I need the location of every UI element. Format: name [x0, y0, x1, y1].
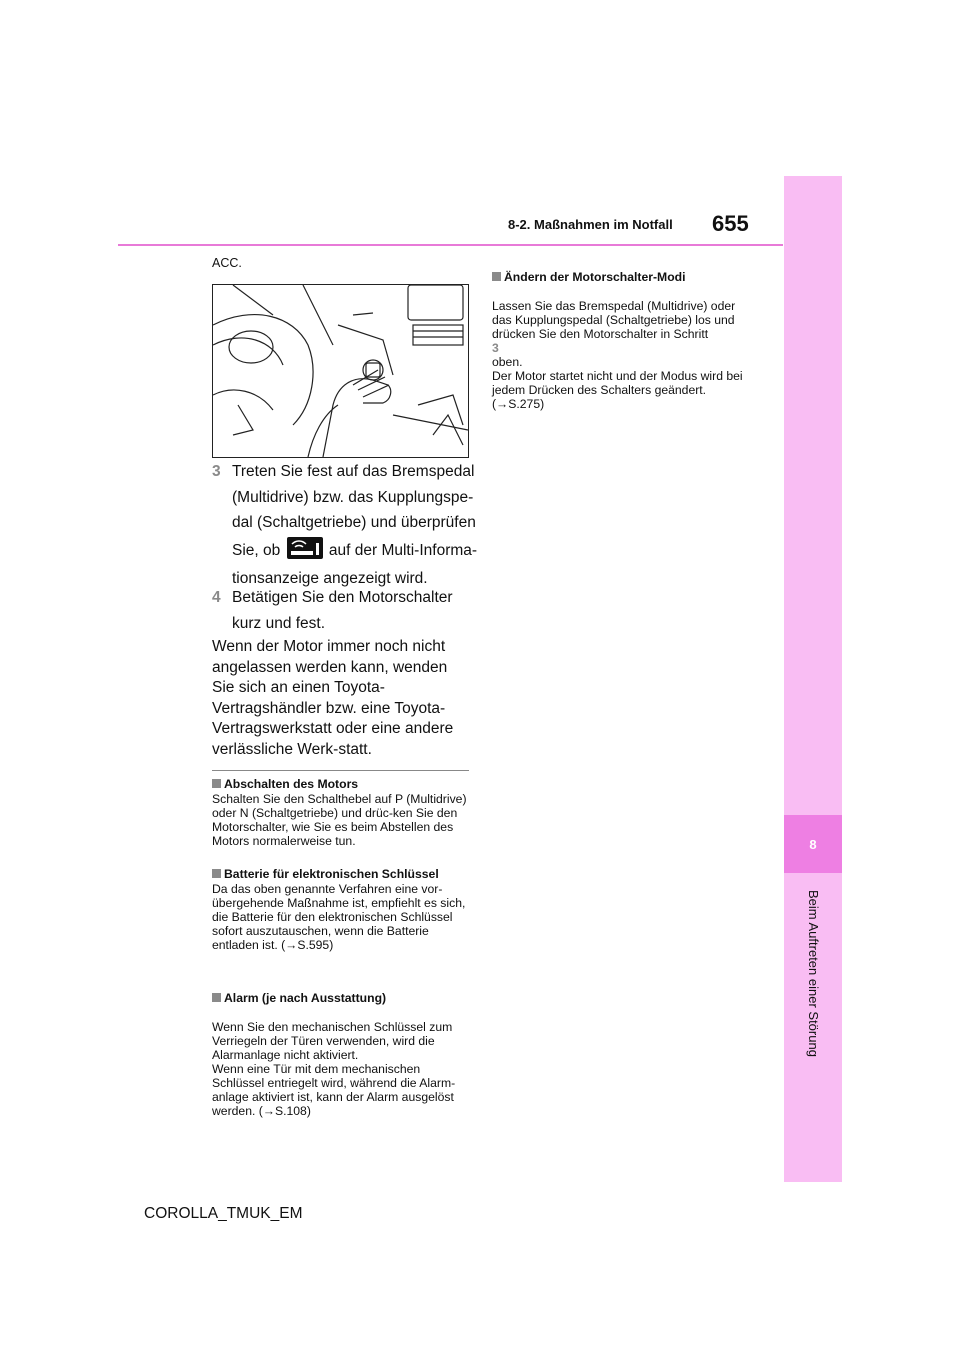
chapter-title: Beim Auftreten einer Störung: [806, 890, 821, 1057]
square-bullet-icon: [212, 779, 221, 788]
step-4-number: 4: [212, 589, 221, 606]
step-4: [212, 585, 480, 636]
note-engine-off-title: Abschalten des Motors: [224, 777, 359, 791]
step-reference: 3: [492, 341, 499, 355]
note-engine-off-body: Schalten Sie den Schalthebel auf P (Multidrive) oder N (Schaltgetriebe) und drüc-ken Sie den Motorschalter, wie Sie es beim Abstellen des Motors normalerweise tun.: [212, 792, 467, 848]
note-engine-off-title-row: [212, 777, 474, 791]
note-alarm-body: Wenn Sie den mechanischen Schlüssel zum Verriegeln der Türen verwenden, wird die Alarmanlage nicht aktiviert. Wenn eine Tür mit dem mechanischen Schlüssel entriegelt wird, während die Alarm-anlage aktiviert ist, kann der Alarm ausgelöst werden. (→S.108): [212, 1020, 456, 1118]
chapter-title-vertical: [785, 880, 841, 1180]
section-title: 8-2. Maßnahmen im Notfall: [508, 217, 673, 232]
dashboard-drawing: [213, 285, 468, 457]
header-rule: [118, 244, 783, 246]
note-key-battery: [212, 867, 474, 952]
step-3-line-4b: auf der Multi-Informa-: [328, 541, 478, 559]
note-alarm: [212, 977, 474, 1118]
fallback-paragraph: Wenn der Motor immer noch nicht angelassen werden kann, wenden Sie sich an einen Toyota-Vertragshändler bzw. eine Toyota-Vertragswerkstatt oder eine andere verlässliche Werk-statt.: [212, 638, 454, 758]
acc-text: ACC.: [212, 256, 242, 270]
square-bullet-icon: [492, 272, 501, 281]
chapter-number: 8: [784, 815, 842, 873]
step-3-line-2: (Multidrive) bzw. das Kupplungspe-: [232, 488, 474, 506]
step-3-number: 3: [212, 463, 221, 480]
page-number: 655: [712, 211, 749, 236]
note-switch-modes-body-post: oben. Der Motor startet nicht und der Modus wird bei jedem Drücken des Schalters geändert. (→S.275): [492, 355, 743, 411]
step-3-line-4: [232, 536, 480, 566]
note-key-battery-title-row: [212, 867, 474, 881]
note-switch-modes: [492, 256, 754, 411]
note-key-battery-title: Batterie für elektronischen Schlüssel: [224, 867, 439, 881]
square-bullet-icon: [212, 869, 221, 878]
note-key-battery-body: Da das oben genannte Verfahren eine vor-übergehende Maßnahme ist, empfiehlt es sich, die Batterie für den elektronischen Schlüssel sofort auszutauschen, wenn die Batterie entladen ist. (→S.595): [212, 882, 466, 952]
note-engine-off: [212, 777, 474, 848]
note-alarm-title-row: [212, 991, 474, 1005]
note-switch-modes-title: Ändern der Motorschalter-Modi: [504, 270, 686, 284]
square-bullet-icon: [212, 993, 221, 1002]
step-4-line-2: kurz und fest.: [232, 614, 326, 632]
key-indicator-icon: [287, 537, 323, 559]
note-switch-modes-body-pre: Lassen Sie das Bremspedal (Multidrive) oder das Kupplungspedal (Schaltgetriebe) los und drücken Sie den Motorschalter in Schritt: [492, 299, 736, 341]
step-4-line-1: Betätigen Sie den Motorschalter: [232, 589, 453, 606]
note-switch-modes-title-row: [492, 270, 754, 284]
document-code: COROLLA_TMUK_EM: [144, 1205, 303, 1222]
step-3-line-3: dal (Schaltgetriebe) und überprüfen: [232, 514, 476, 531]
step-3: [212, 459, 480, 591]
step-3-line-1: Treten Sie fest auf das Bremspedal: [232, 463, 475, 480]
notes-divider: [212, 770, 469, 771]
step-3-line-5: tionsanzeige angezeigt wird.: [232, 569, 428, 587]
note-alarm-title: Alarm (je nach Ausstattung): [224, 991, 387, 1005]
step-3-line-4a: Sie, ob: [232, 541, 281, 559]
illustration-engine-switch: [212, 284, 469, 458]
